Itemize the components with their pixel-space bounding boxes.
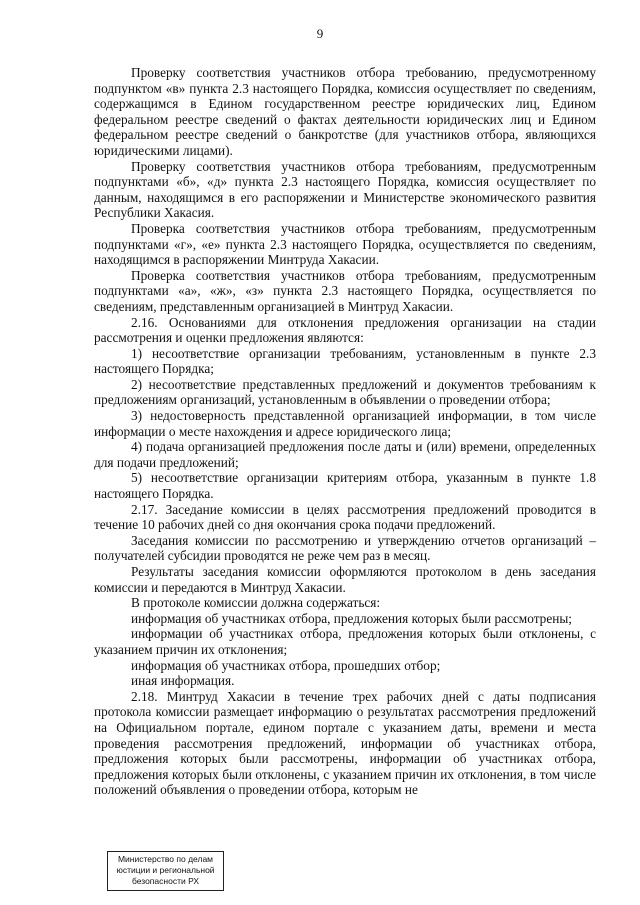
paragraph: 3) недостоверность представленной организацией информации, в том числе информации о месте нахождения и адресе юридического лица; <box>94 408 596 439</box>
paragraph: Проверку соответствия участников отбора требованиям, предусмотренным подпунктами «б», «д» пункта 2.3 настоящего Порядка, комиссия осуществляет по данным, находящимся в его распоряжении и Министерстве экономического развития Республики Хакасия. <box>94 158 596 221</box>
paragraph: 4) подача организацией предложения после даты и (или) времени, определенных для подачи предложений; <box>94 439 596 470</box>
stamp-line: юстиции и региональной <box>116 865 215 875</box>
paragraph: информация об участниках отбора, предложения которых были рассмотрены; <box>131 610 572 626</box>
paragraph: информации об участниках отбора, предложения которых были отклонены, с указанием причин их отклонения; <box>94 626 596 657</box>
page-number: 9 <box>316 26 324 41</box>
document-body <box>94 65 596 798</box>
paragraph: Проверка соответствия участников отбора требованиям, предусмотренным подпунктами «г», «е» пункта 2.3 настоящего Порядка, осуществляется по сведениям, находящимся в распоряжении Минтруда Хакасии. <box>94 220 596 268</box>
paragraph: 5) несоответствие организации критериям отбора, указанным в пункте 1.8 настоящего Порядка. <box>94 470 596 502</box>
paragraph: Результаты заседания комиссии оформляются протоколом в день заседания комиссии и передаются в Минтруд Хакасии. <box>94 564 596 595</box>
paragraph: Проверка соответствия участников отбора требованиям, предусмотренным подпунктами «а», «ж», «з» пункта 2.3 настоящего Порядка, осуществляется по сведениям, представленным организацией в Минтруд Хакасии. <box>94 267 596 314</box>
paragraph: 1) несоответствие организации требованиям, установленным в пункте 2.3 настоящего Порядка; <box>94 345 596 377</box>
paragraph: Заседания комиссии по рассмотрению и утверждению отчетов организаций – получателей субсидии проводятся не реже чем раз в месяц. <box>94 532 596 564</box>
ministry-stamp <box>107 851 224 891</box>
paragraph: 2) несоответствие представленных предложений и документов требованиям к предложениям организаций, установленным в объявлении о проведении отбора; <box>94 376 596 408</box>
paragraph: 2.16. Основаниями для отклонения предложения организации на стадии рассмотрения и оценки предложения являются: <box>94 314 596 346</box>
stamp-line: Министерство по делам <box>117 854 214 864</box>
paragraph: информация об участниках отбора, прошедших отбор; <box>131 657 441 673</box>
stamp-line: безопасности РХ <box>131 876 200 886</box>
paragraph: В протоколе комиссии должна содержаться: <box>131 595 381 611</box>
paragraph: Проверку соответствия участников отбора требованию, предусмотренному подпунктом «в» пункта 2.3 настоящего Порядка, комиссия осуществляет по сведениям, содержащимся в Едином государственном реестре юридических лиц, Едином федеральном реестре сведений о фактах деятельности юридических лиц и Едином федеральном реестре сведений о банкротстве (для участников отбора, являющихся юридическими лицами). <box>94 65 596 158</box>
paragraph: 2.18. Минтруд Хакасии в течение трех рабочих дней с даты подписания протокола комиссии размещает информацию о результатах рассмотрения предложений на Официальном портале, едином портале с указанием даты, времени и места проведения рассмотрения предложений, информации об участниках отбора, предложения которых были рассмотрены, информации об участниках отбора, предложения которых были отклонены, с указанием причин их отклонения, в том числе положений объявления о проведении отбора, которым не <box>94 688 596 798</box>
paragraph: иная информация. <box>131 673 235 689</box>
paragraph: 2.17. Заседание комиссии в целях рассмотрения предложений проводится в течение 10 рабочих дней со дня окончания срока подачи предложений. <box>94 501 596 533</box>
